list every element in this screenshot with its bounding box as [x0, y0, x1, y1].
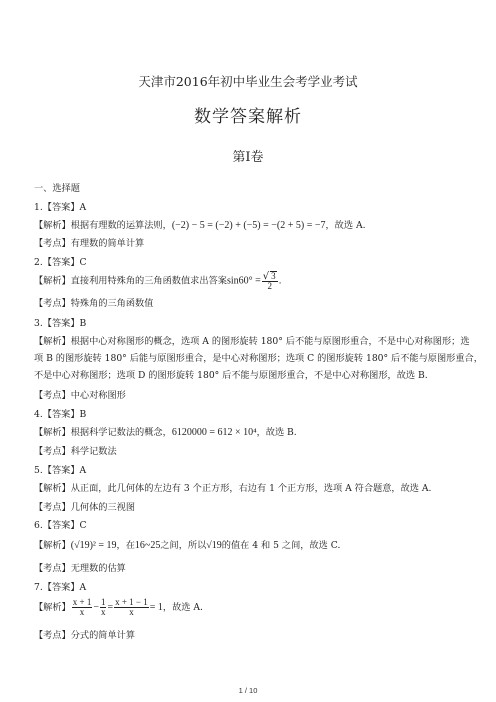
q5-answer: 5.【答案】A	[34, 465, 87, 476]
page-number: 1 / 10	[238, 686, 258, 695]
q4-answer: 4.【答案】B	[34, 409, 87, 420]
q7-result: = 1	[149, 602, 163, 613]
exam-title: 天津市2016年初中毕业生会考学业考试	[138, 74, 358, 89]
q7-analysis	[34, 598, 203, 617]
q2-fraction: $\frac{√ 3}{2}$	[262, 271, 276, 291]
q6-mid1: ，在	[116, 540, 135, 551]
q2-analysis	[34, 271, 282, 291]
q7-fraction-3: $\frac{x + 1 - 1}{x}$	[115, 597, 148, 617]
sqrt-icon: √	[262, 271, 270, 282]
q1-answer: 1.【答案】A	[34, 202, 87, 213]
q1-analysis	[34, 220, 366, 232]
q6-analysis	[34, 540, 340, 552]
q1-analysis-text: 【解析】根据有理数的运算法则，	[34, 220, 172, 231]
q6-answer: 6.【答案】C	[34, 520, 87, 531]
q3-analysis-line1: 【解析】根据中心对称图形的概念，选项 A 的图形旋转 180° 后不能与原图形重合，不是中心对称图形；选	[34, 336, 470, 347]
q7-answer: 7.【答案】A	[34, 582, 87, 593]
q7-analysis-text: 【解析】	[34, 602, 71, 613]
q3-answer: 3.【答案】B	[34, 318, 87, 329]
q6-analysis-text: 【解析】	[34, 540, 71, 551]
q6-formula-a: (√19)² = 19	[70, 540, 117, 551]
q5-analysis: 【解析】从正面，此几何体的左边有 3 个正方形，右边有 1 个正方形，选项 A 符合题意，故选 A.	[34, 483, 432, 494]
q6-formula-c: √19	[206, 540, 222, 551]
q6-analysis-suffix: 的值在 4 和 5 之间，故选 C.	[221, 540, 341, 551]
q3-analysis-line3: 不是中心对称图形；选项 D 的图形旋转 180° 后不能与原图形重合，不是中心对称图形，故选 B.	[34, 370, 428, 381]
answer-title: 数学答案解析	[194, 107, 302, 127]
q6-formula-b: 16~25	[134, 540, 161, 551]
q7-minus: −	[93, 602, 99, 613]
q6-mid2: 之间，所以	[160, 540, 207, 551]
q5-point: 【考点】几何体的三视图	[34, 502, 136, 513]
q4-analysis	[34, 427, 297, 439]
volume-title: 第Ⅰ卷	[232, 150, 264, 165]
q2-sin: sin60° =	[226, 275, 261, 287]
q7-fraction-2: $\frac{1}{x}$	[100, 597, 106, 617]
q3-analysis-line2: 项 B 的图形旋转 180° 后能与原图形重合，是中心对称图形；选项 C 的图形旋转 180° 后不能与原图形重合，	[34, 353, 483, 364]
q1-point: 【考点】有理数的简单计算	[34, 238, 145, 249]
q2-answer: 2.【答案】C	[34, 257, 87, 268]
q4-analysis-text: 【解析】根据科学记数法的概念，	[34, 427, 172, 438]
q7-point: 【考点】分式的简单计算	[34, 630, 136, 641]
q4-formula: 6120000 = 612 × 10⁴	[171, 427, 257, 438]
section-heading: 一、选择题	[34, 183, 80, 194]
q1-formula: (−2) − 5 = (−2) + (−5) = −(2 + 5) = −7	[171, 220, 326, 231]
q3-point: 【考点】中心对称图形	[34, 390, 126, 401]
q7-analysis-suffix: ，故选 A.	[162, 602, 203, 613]
q4-point: 【考点】科学记数法	[34, 446, 117, 457]
q7-fraction-1: $\frac{x + 1}{x}$	[72, 597, 92, 617]
q4-analysis-suffix: ，故选 B.	[256, 427, 297, 438]
q2-point: 【考点】特殊角的三角函数值	[34, 298, 154, 309]
q1-analysis-suffix: ，故选 A.	[325, 220, 366, 231]
q2-analysis-text: 【解析】直接利用特殊角的三角函数值求出答案	[34, 275, 227, 287]
q6-point: 【考点】无理数的估算	[34, 563, 126, 574]
q2-analysis-suffix: .	[278, 275, 282, 287]
q7-equals: =	[107, 602, 114, 613]
